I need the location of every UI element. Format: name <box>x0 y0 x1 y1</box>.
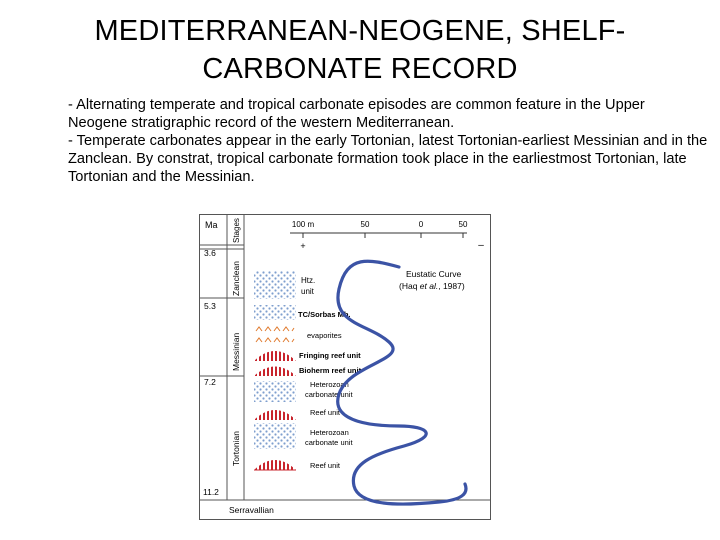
age-5-3: 5.3 <box>204 301 216 311</box>
fringing-reef-mound <box>254 351 296 361</box>
age-7-2: 7.2 <box>204 377 216 387</box>
label-heterozoan-2a: Heterozoan <box>310 428 349 437</box>
tc-sorbas-block <box>254 305 296 320</box>
label-htz-unit: unit <box>301 287 314 296</box>
slide-body <box>68 96 708 186</box>
paragraph-temperate-carbonates: - Temperate carbonates appear in the early Tortonian, latest Tortonian-earliest Messinian and in the Zanclean. By constrat, tropical carbonate formation took place in the earliestmost Tortonian, late Tortonian and the Messinian. <box>68 133 708 185</box>
label-fringing-reef: Fringing reef unit <box>299 351 361 360</box>
label-heterozoan-2b: carbonate unit <box>305 438 353 447</box>
slide-title <box>20 12 700 88</box>
label-reef-2: Reef unit <box>310 461 341 470</box>
scale-label-50a: 50 <box>360 220 370 229</box>
eustatic-curve-reference: (Haq et al., 1987) <box>399 281 465 291</box>
htz-unit-block <box>254 271 296 299</box>
label-heterozoan-1b: carbonate unit <box>305 390 353 399</box>
label-tc-sorbas: TC/Sorbas Mb. <box>298 310 351 319</box>
label-evaporites: evaporites <box>307 331 342 340</box>
label-htz: Htz. <box>301 276 316 285</box>
stage-messinian: Messinian <box>231 332 241 371</box>
plus-sign: + <box>300 241 306 251</box>
label-reef-1: Reef unit <box>310 408 341 417</box>
evaporites-symbol <box>256 327 294 342</box>
title-line-2: CARBONATE RECORD <box>202 53 518 85</box>
minus-sign: – <box>478 240 484 251</box>
scale-label-0: 0 <box>418 220 424 229</box>
stratigraphic-figure <box>199 214 491 520</box>
stage-serravallian: Serravallian <box>229 505 274 515</box>
label-bioherm-reef: Bioherm reef unit <box>299 366 362 375</box>
stage-zanclean: Zanclean <box>231 261 241 296</box>
heterozoan-block-2 <box>254 423 296 449</box>
title-line-1: MEDITERRANEAN-NEOGENE, SHELF- <box>94 15 626 47</box>
paragraph-temperate-tropical: - Alternating temperate and tropical carbonate episodes are common feature in the Upper Neogene stratigraphic record of the western Mediterranean. <box>68 97 645 131</box>
reef-mound-1 <box>254 410 296 420</box>
eustatic-curve <box>338 261 466 504</box>
label-heterozoan-1a: Heterozoan <box>310 380 349 389</box>
ma-header: Ma <box>205 220 218 230</box>
scale-label-100: 100 m <box>291 220 315 229</box>
reef-mound-2 <box>254 460 296 470</box>
heterozoan-block-1 <box>254 381 296 402</box>
stage-tortonian: Tortonian <box>231 431 241 466</box>
stages-header: Stages <box>232 218 241 243</box>
eustatic-curve-title: Eustatic Curve <box>406 269 462 279</box>
age-3-6: 3.6 <box>204 248 216 258</box>
bioherm-reef-mound <box>254 367 296 377</box>
age-11-2: 11.2 <box>203 487 219 497</box>
scale-label-50b: 50 <box>458 220 468 229</box>
